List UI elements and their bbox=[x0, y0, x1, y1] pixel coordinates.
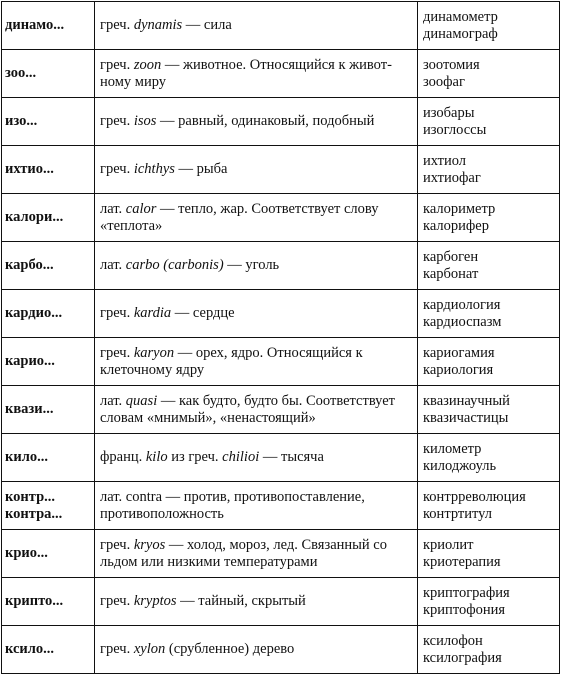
source-word: karyon bbox=[133, 344, 175, 361]
origin-text: лат. bbox=[100, 392, 126, 409]
origin-cell bbox=[95, 242, 418, 290]
example-word: криотерапия bbox=[423, 553, 501, 570]
origin-line bbox=[100, 362, 413, 379]
example-word: ихтиофаг bbox=[423, 169, 481, 186]
origin-line bbox=[100, 17, 413, 34]
origin-text: — сила bbox=[182, 17, 232, 33]
source-word: zoon bbox=[133, 56, 162, 73]
example-word: динамометр bbox=[423, 8, 498, 25]
origin-text: льдом или низкими температурами bbox=[100, 553, 318, 570]
examples-cell bbox=[418, 146, 560, 194]
origin-text: — тысяча bbox=[259, 449, 324, 465]
example-word: кардиоспазм bbox=[423, 313, 502, 330]
root-text: ксило... bbox=[5, 641, 55, 657]
example-word: динамограф bbox=[423, 25, 498, 42]
terms-table bbox=[1, 1, 560, 674]
origin-text: — как будто, будто бы. Соответствует bbox=[157, 392, 395, 409]
origin-text: «теплота» bbox=[100, 217, 163, 234]
origin-text: греч. bbox=[100, 536, 134, 553]
example-word: контрреволюция bbox=[423, 488, 526, 505]
origin-cell bbox=[95, 146, 418, 194]
table-row bbox=[2, 386, 560, 434]
origin-text: греч. bbox=[100, 113, 134, 129]
example-word: криолит bbox=[423, 536, 474, 553]
examples-cell bbox=[418, 338, 560, 386]
origin-text: греч. bbox=[100, 305, 134, 321]
table-row bbox=[2, 50, 560, 98]
example-word: контртитул bbox=[423, 505, 492, 522]
root-text: квази... bbox=[5, 401, 54, 417]
example-word: зоотомия bbox=[423, 56, 480, 73]
root-cell bbox=[2, 626, 95, 674]
origin-line bbox=[100, 161, 413, 178]
source-word: kilo bbox=[145, 449, 168, 465]
origin-text: — уголь bbox=[223, 257, 280, 273]
root-text: контр... bbox=[5, 488, 56, 505]
source-word: quasi bbox=[125, 392, 158, 409]
origin-cell bbox=[95, 338, 418, 386]
origin-line bbox=[100, 410, 413, 427]
origin-text: — животное. Относящийся к живот- bbox=[161, 56, 392, 73]
origin-text: — равный, одинаковый, подобный bbox=[156, 113, 375, 129]
source-word: dynamis bbox=[133, 17, 183, 33]
root-cell bbox=[2, 290, 95, 338]
examples-cell bbox=[418, 2, 560, 50]
table-row bbox=[2, 290, 560, 338]
root-text: карбо... bbox=[5, 257, 54, 273]
origin-text: — орех, ядро. Относящийся к bbox=[174, 344, 363, 361]
origin-cell bbox=[95, 386, 418, 434]
example-word: зоофаг bbox=[423, 73, 465, 90]
example-word: километр bbox=[423, 440, 482, 457]
origin-line bbox=[100, 554, 413, 571]
examples-cell bbox=[418, 626, 560, 674]
origin-text: противоположность bbox=[100, 505, 224, 522]
source-word: xylon bbox=[133, 641, 166, 657]
origin-text: ному миру bbox=[100, 73, 167, 90]
terms-table-body bbox=[2, 2, 560, 674]
root-cell bbox=[2, 242, 95, 290]
origin-cell bbox=[95, 530, 418, 578]
source-word: kryptos bbox=[133, 593, 177, 609]
origin-text: (срубленное) дерево bbox=[165, 641, 295, 657]
origin-text: лат. contra — против, противопоставление, bbox=[100, 488, 365, 505]
example-word: калорифер bbox=[423, 217, 489, 234]
origin-text: лат. bbox=[100, 257, 126, 273]
example-word: квазичастицы bbox=[423, 409, 509, 426]
origin-cell bbox=[95, 98, 418, 146]
example-word: кариогамия bbox=[423, 344, 495, 361]
origin-line bbox=[100, 218, 413, 235]
examples-cell bbox=[418, 530, 560, 578]
root-cell bbox=[2, 482, 95, 530]
table-row bbox=[2, 146, 560, 194]
origin-text: греч. bbox=[100, 593, 134, 609]
examples-cell bbox=[418, 578, 560, 626]
root-text: контра... bbox=[5, 505, 63, 522]
origin-text: греч. bbox=[100, 161, 134, 177]
source-word: ichthys bbox=[133, 161, 175, 177]
example-word: карбоген bbox=[423, 248, 479, 265]
example-word: изобары bbox=[423, 104, 475, 121]
example-word: изоглоссы bbox=[423, 121, 487, 138]
examples-cell bbox=[418, 482, 560, 530]
origin-text: греч. bbox=[100, 17, 134, 33]
root-text: изо... bbox=[5, 113, 38, 129]
origin-cell bbox=[95, 2, 418, 50]
source-word: kardia bbox=[133, 305, 172, 321]
origin-text: — холод, мороз, лед. Связанный со bbox=[165, 536, 387, 553]
origin-text: греч. bbox=[100, 344, 134, 361]
root-text: динамо... bbox=[5, 17, 65, 33]
example-word: ксилография bbox=[423, 649, 502, 666]
origin-line bbox=[100, 113, 413, 130]
origin-line bbox=[100, 345, 413, 362]
source-word: kryos bbox=[133, 536, 166, 553]
origin-line bbox=[100, 537, 413, 554]
origin-line bbox=[100, 57, 413, 74]
origin-text: — тайный, скрытый bbox=[176, 593, 306, 609]
origin-cell bbox=[95, 626, 418, 674]
root-text: ихтио... bbox=[5, 161, 54, 177]
table-row bbox=[2, 2, 560, 50]
example-word: криптография bbox=[423, 584, 510, 601]
root-cell bbox=[2, 530, 95, 578]
origin-line bbox=[100, 506, 413, 523]
table-row bbox=[2, 434, 560, 482]
source-word: isos bbox=[133, 113, 157, 129]
example-word: кариология bbox=[423, 361, 494, 378]
origin-line bbox=[100, 393, 413, 410]
origin-line bbox=[100, 593, 413, 610]
origin-cell bbox=[95, 194, 418, 242]
origin-line bbox=[100, 641, 413, 658]
origin-text: — рыба bbox=[174, 161, 228, 177]
source-word: carbo (carbonis) bbox=[125, 257, 224, 273]
origin-text: франц. bbox=[100, 449, 146, 465]
root-text: кардио... bbox=[5, 305, 63, 321]
examples-cell bbox=[418, 50, 560, 98]
root-text: калори... bbox=[5, 209, 64, 225]
examples-cell bbox=[418, 386, 560, 434]
root-cell bbox=[2, 194, 95, 242]
example-word: криптофония bbox=[423, 601, 506, 618]
examples-cell bbox=[418, 242, 560, 290]
root-cell bbox=[2, 338, 95, 386]
origin-line bbox=[100, 257, 413, 274]
example-word: ксилофон bbox=[423, 632, 483, 649]
origin-text: греч. bbox=[100, 641, 134, 657]
origin-text: — тепло, жар. Соответствует слову bbox=[156, 200, 379, 217]
table-row bbox=[2, 194, 560, 242]
root-text: крипто... bbox=[5, 593, 64, 609]
table-row bbox=[2, 242, 560, 290]
source-word: chilioi bbox=[222, 449, 260, 465]
table-row bbox=[2, 98, 560, 146]
table-row bbox=[2, 338, 560, 386]
origin-text: клеточному ядру bbox=[100, 361, 205, 378]
origin-text: — сердце bbox=[171, 305, 235, 321]
root-cell bbox=[2, 386, 95, 434]
origin-line bbox=[100, 449, 413, 466]
root-text: зоо... bbox=[5, 65, 37, 81]
root-cell bbox=[2, 2, 95, 50]
root-text: крио... bbox=[5, 545, 48, 561]
example-word: кардиология bbox=[423, 296, 501, 313]
source-word: calor bbox=[125, 200, 157, 217]
origin-text: словам «мнимый», «ненастоящий» bbox=[100, 409, 316, 426]
origin-cell bbox=[95, 434, 418, 482]
example-word: ихтиол bbox=[423, 152, 467, 169]
origin-line bbox=[100, 305, 413, 322]
origin-text: лат. bbox=[100, 200, 126, 217]
origin-text: из греч. bbox=[167, 449, 223, 465]
root-text: карио... bbox=[5, 353, 55, 369]
root-text: кило... bbox=[5, 449, 48, 465]
example-word: килоджоуль bbox=[423, 457, 497, 474]
origin-text: греч. bbox=[100, 56, 134, 73]
origin-line bbox=[100, 74, 413, 91]
examples-cell bbox=[418, 290, 560, 338]
origin-cell bbox=[95, 578, 418, 626]
example-word: карбонат bbox=[423, 265, 479, 282]
root-cell bbox=[2, 434, 95, 482]
table-row bbox=[2, 626, 560, 674]
root-cell bbox=[2, 146, 95, 194]
origin-line bbox=[100, 489, 413, 506]
origin-cell bbox=[95, 482, 418, 530]
origin-cell bbox=[95, 290, 418, 338]
table-row bbox=[2, 578, 560, 626]
root-cell bbox=[2, 578, 95, 626]
table-row bbox=[2, 482, 560, 530]
table-row bbox=[2, 530, 560, 578]
example-word: квазинаучный bbox=[423, 392, 510, 409]
example-word: калориметр bbox=[423, 200, 496, 217]
examples-cell bbox=[418, 98, 560, 146]
examples-cell bbox=[418, 194, 560, 242]
origin-line bbox=[100, 201, 413, 218]
root-cell bbox=[2, 98, 95, 146]
origin-cell bbox=[95, 50, 418, 98]
examples-cell bbox=[418, 434, 560, 482]
root-cell bbox=[2, 50, 95, 98]
